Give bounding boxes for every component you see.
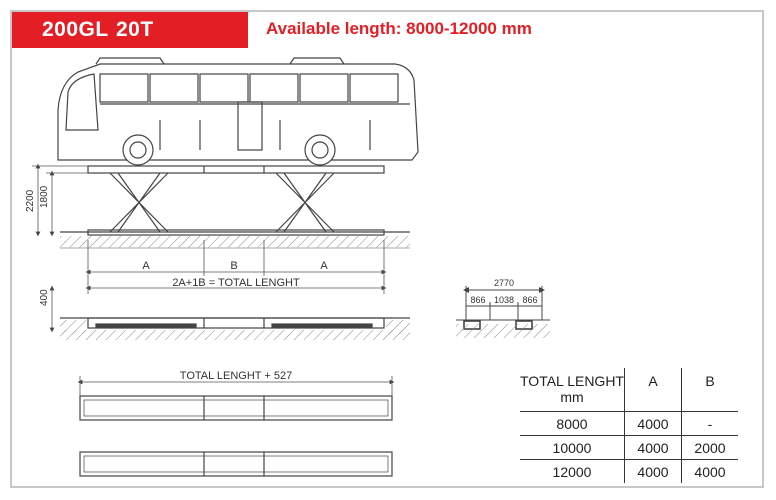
bus-illustration — [58, 58, 418, 165]
lift-side-view — [60, 166, 410, 248]
model-capacity: 20T — [116, 18, 154, 41]
cross-section-detail — [456, 286, 550, 338]
top-view-platform-1 — [80, 396, 392, 420]
cell-b: 2000 — [682, 436, 739, 460]
header-a: A — [625, 368, 682, 412]
section-width-2: 1038 — [493, 295, 515, 305]
header-total-length — [520, 368, 625, 412]
segment-a-right-label: A — [320, 260, 328, 272]
segment-a-left-label: A — [142, 260, 150, 272]
cell-a: 4000 — [625, 412, 682, 436]
cell-a: 4000 — [625, 460, 682, 484]
available-length-label: Available length: 8000-12000 mm — [266, 19, 532, 38]
table-header-row — [520, 368, 738, 412]
table-row — [520, 412, 738, 436]
section-width-3: 866 — [522, 295, 538, 305]
cell-b: 4000 — [682, 460, 739, 484]
segment-b-label: B — [230, 260, 238, 272]
top-view-platform-2 — [80, 452, 392, 476]
total-formula-label: 2A+1B = TOTAL LENGHT — [172, 277, 300, 289]
height-1800-label: 1800 — [39, 185, 50, 208]
height-2200-label: 2200 — [25, 189, 36, 212]
table-row — [520, 436, 738, 460]
cell-total: 12000 — [520, 460, 625, 484]
section-width-1: 866 — [470, 295, 486, 305]
section-width-total: 2770 — [493, 278, 515, 288]
header-b: B — [682, 368, 739, 412]
pit-side-view — [60, 318, 410, 340]
table-row — [520, 460, 738, 484]
cell-b: - — [682, 412, 739, 436]
model-name: 200GL — [42, 18, 109, 41]
total-length-plus-label: TOTAL LENGHT + 527 — [179, 370, 293, 382]
cell-total: 10000 — [520, 436, 625, 460]
header-total-length-text: TOTAL LENGHT mm — [520, 373, 624, 405]
cell-total: 8000 — [520, 412, 625, 436]
pit-depth-label: 400 — [39, 289, 50, 306]
length-spec-table — [520, 368, 738, 483]
cell-a: 4000 — [625, 436, 682, 460]
